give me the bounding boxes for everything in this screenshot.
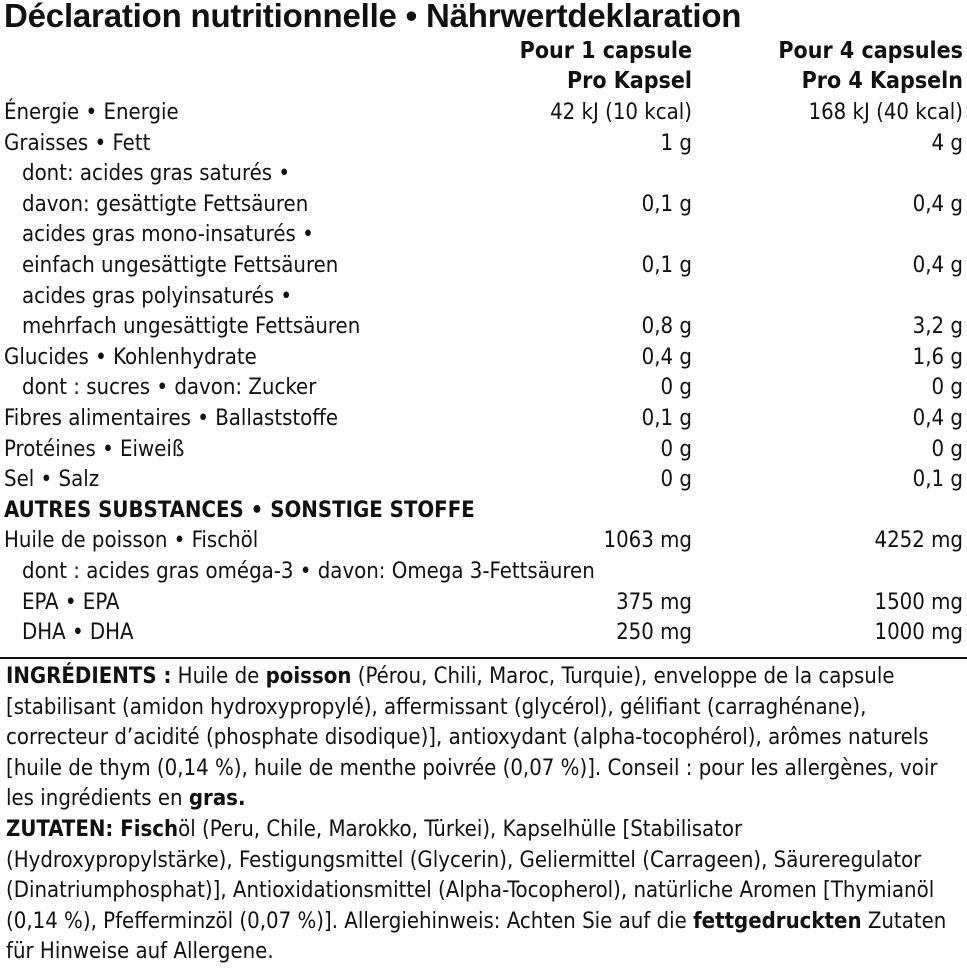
row-value-per-capsule: 0,4 g [637, 343, 692, 373]
ingredients-fr-heading: INGRÉDIENTS : [6, 664, 172, 689]
row-label: einfach ungesättigte Fettsäuren [22, 251, 341, 281]
row-value-per-4-capsules: 0 g [927, 435, 963, 465]
row-label: Graisses • Fett [4, 129, 153, 159]
table-row [0, 465, 967, 496]
row-label: dont : acides gras oméga-3 • davon: Omega 3-Fettsäuren [22, 558, 595, 584]
row-value-per-capsule: 0,1 g [637, 251, 692, 281]
ingredients-fr-text: Huile de [171, 664, 266, 689]
table-row [0, 98, 967, 129]
row-value-per-4-capsules: 0,1 g [908, 465, 963, 495]
section-heading-label: AUTRES SUBSTANCES • SONSTIGE STOFFE [4, 497, 475, 523]
row-label: Protéines • Eiweiß [4, 435, 187, 465]
allergen-highlight: poisson [265, 664, 352, 689]
row-value-per-4-capsules: 4252 mg [870, 526, 964, 556]
row-value-per-capsule: 1 g [656, 129, 692, 159]
allergen-highlight: gras. [188, 786, 246, 812]
row-value-per-4-capsules: 3,2 g [908, 312, 963, 342]
section-divider [0, 657, 967, 659]
row-value-per-capsule: 0 g [656, 465, 692, 495]
row-label: DHA • DHA [22, 618, 137, 648]
row-label: acides gras mono-insaturés • [22, 222, 314, 248]
row-value-per-capsule: 0,1 g [637, 404, 692, 434]
row-value-per-capsule: 1063 mg [599, 526, 693, 556]
row-value-per-4-capsules: 168 kJ (40 kcal) [803, 98, 963, 128]
row-label: Huile de poisson • Fischöl [4, 526, 261, 556]
row-value-per-4-capsules: 1500 mg [870, 588, 964, 618]
row-value-per-capsule: 42 kJ (10 kcal) [545, 98, 692, 128]
table-row [0, 312, 967, 343]
section-heading-other-substances [0, 496, 967, 527]
table-row [0, 251, 967, 282]
ingredients-fr [6, 662, 964, 815]
ingredients-block [6, 662, 964, 968]
table-row [0, 526, 967, 557]
table-row [0, 373, 967, 404]
ingredients-de-heading: ZUTATEN: Fisch [6, 816, 179, 842]
column-header-per-capsule [520, 36, 692, 96]
ingredients-de-text: öl (Peru, Chile, Marokko, Türkei), Kapselhülle [Stabilisator (Hydroxypropylstärke), Festigungsmittel (Glycerin), Geliermittel (Carrageen), Säureregulator (Dinatriumphosphat)], Antioxidationsmittel (Alpha-Tocopherol), natürliche Aromen [Thymianöl (0,14 %), Pfefferminzöl (0,07 %)]. Allergiehinweis: Achten Sie auf die [6, 816, 935, 934]
row-value-per-4-capsules: 1000 mg [870, 618, 964, 648]
row-label: dont: acides gras saturés • [22, 161, 291, 187]
row-value-per-capsule: 0,1 g [637, 190, 692, 220]
column-header-per-4-capsules [778, 36, 963, 96]
row-value-per-capsule: 0 g [656, 373, 692, 403]
ingredients-fr-text: (Pérou, Chili, Maroc, Turquie), enveloppe de la capsule [stabilisant (amidon hydroxypropylé), affermissant (glycérol), gélifiant (carraghénane), correcteur d’acidité (phosphate disodique)], antioxydant (alpha-tocophérol), arômes naturels [huile de thym (0,14 %), huile de menthe poivrée (0,07 %)]. Conseil : pour les allergènes, voir les ingrédients en [6, 664, 938, 812]
table-row [0, 343, 967, 374]
row-value-per-capsule: 250 mg [611, 618, 692, 648]
column-header-per-capsule-fr: Pour 1 capsule [519, 38, 692, 64]
row-value-per-4-capsules: 0,4 g [908, 404, 963, 434]
row-value-per-capsule: 375 mg [611, 588, 692, 618]
ingredients-de [6, 815, 964, 968]
row-value-per-4-capsules: 0,4 g [908, 251, 963, 281]
page-title: Déclaration nutritionnelle • Nährwertdeklaration [4, 0, 742, 34]
table-row [0, 220, 967, 251]
row-value-per-capsule: 0 g [656, 435, 692, 465]
row-label: Sel • Salz [4, 465, 102, 495]
column-header-per-capsule-de: Pro Kapsel [566, 68, 692, 94]
table-row [0, 618, 967, 649]
table-row [0, 435, 967, 466]
nutrition-table [0, 98, 967, 649]
table-row [0, 129, 967, 160]
ingredients-de-text: Zutaten für Hinweise auf Allergene. [6, 908, 947, 965]
allergen-highlight: fettgedruckten [693, 908, 862, 934]
row-label: Glucides • Kohlenhydrate [4, 343, 260, 373]
column-header-per-4-capsules-de: Pro 4 Kapseln [801, 68, 963, 94]
table-row [0, 557, 967, 588]
table-row [0, 588, 967, 619]
row-label: acides gras polyinsaturés • [22, 283, 293, 309]
row-value-per-capsule: 0,8 g [637, 312, 692, 342]
row-label: Énergie • Energie [4, 98, 182, 128]
table-row [0, 404, 967, 435]
row-value-per-4-capsules: 0,4 g [908, 190, 963, 220]
row-value-per-4-capsules: 1,6 g [908, 343, 963, 373]
table-row [0, 282, 967, 313]
row-label: dont : sucres • davon: Zucker [22, 373, 319, 403]
row-value-per-4-capsules: 0 g [927, 373, 963, 403]
row-label: Fibres alimentaires • Ballaststoffe [4, 404, 341, 434]
table-row [0, 159, 967, 190]
row-label: EPA • EPA [22, 588, 122, 618]
row-label: mehrfach ungesättigte Fettsäuren [22, 312, 363, 342]
row-value-per-4-capsules: 4 g [927, 129, 963, 159]
table-row [0, 190, 967, 221]
row-label: davon: gesättigte Fettsäuren [22, 190, 311, 220]
column-header-per-4-capsules-fr: Pour 4 capsules [778, 38, 963, 64]
